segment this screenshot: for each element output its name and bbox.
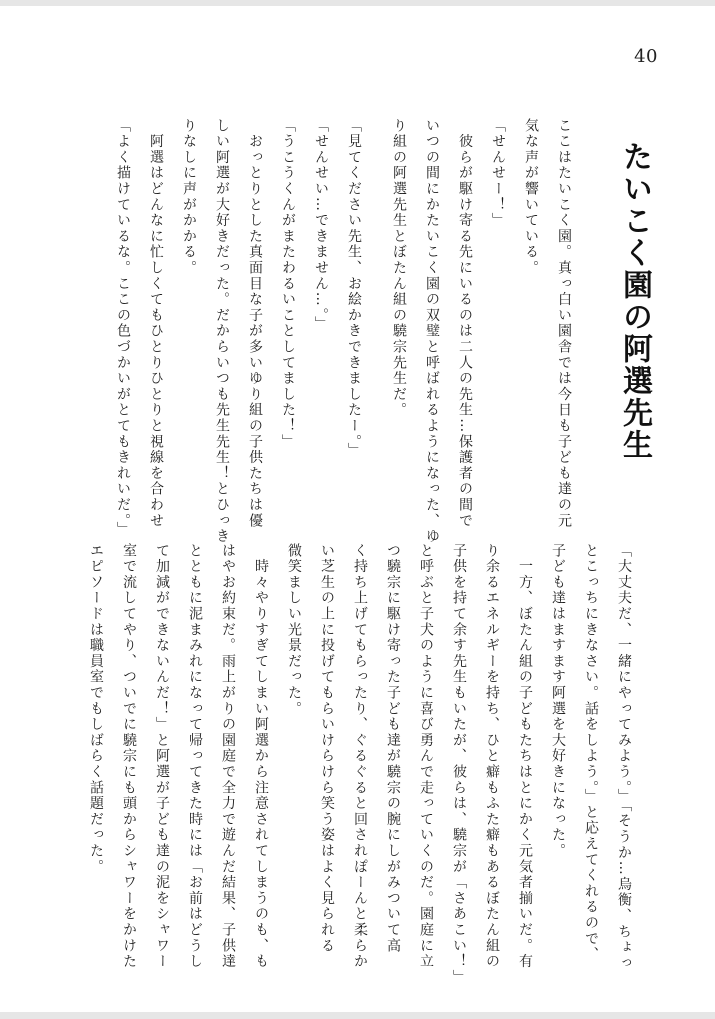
text-block-top bbox=[106, 118, 580, 545]
text-line: とともに泥まみれになって帰ってきた時には「お前はどうし bbox=[187, 543, 203, 970]
text-line: ここはたいこく園。真っ白い園舎では今日も子ども達の元 bbox=[556, 118, 572, 529]
text-line: 時々やりすぎてしまい阿選から注意されてしまうのも、も bbox=[253, 543, 269, 970]
text-line: 「見てください先生、お絵かきできましたー。」 bbox=[346, 118, 362, 459]
text-line: 「せんせい…できません…。」 bbox=[313, 118, 329, 333]
text-line: 「大丈夫だ、一緒にやってみよう。」「そうか…烏衡、ちょっ bbox=[616, 543, 632, 972]
text-line: く持ち上げてもらったり、ぐるぐると回されぽーんと柔らか bbox=[352, 543, 368, 970]
text-line: い芝生の上に投げてもらいけらけら笑う姿はよく見られる bbox=[319, 543, 335, 954]
text-line: 微笑ましい光景だった。 bbox=[286, 543, 302, 717]
text-line: 「せんせー！」 bbox=[490, 118, 506, 229]
text-line: おっとりとした真面目な子が多いゆり組の子供たちは優 bbox=[247, 118, 263, 529]
text-block-bottom bbox=[79, 543, 640, 986]
text-line: 子供を持て余す先生もいたが、彼らは、驍宗が「さあこい！」 bbox=[451, 543, 467, 986]
text-line: しい阿選が大好きだった。だからいつも先生先生！とひっき bbox=[214, 118, 230, 545]
text-line: 「うこうくんがまたわるいことしてました！」 bbox=[280, 118, 296, 450]
text-line: とこっちにきなさい。話をしよう。」と応えてくれるので、 bbox=[583, 543, 599, 963]
text-line: つ驍宗に駆け寄った子ども達が驍宗の腕にしがみついて高 bbox=[385, 543, 401, 954]
text-line: りなしに声がかかる。 bbox=[181, 118, 197, 276]
paragraph-gap bbox=[370, 118, 382, 503]
text-line: と呼ぶと子犬のように喜び勇んで走っていくのだ。園庭に立 bbox=[418, 543, 434, 970]
book-page bbox=[0, 6, 715, 1012]
text-line: 彼らが駆け寄る先にいるのは二人の先生…保護者の間で bbox=[457, 118, 473, 529]
text-line: エピソードは職員室でもしばらく話題だった。 bbox=[88, 543, 104, 875]
text-line: て加減ができないんだ！」と阿選が子ども達の泥をシャワー bbox=[154, 543, 170, 970]
text-line: り組の阿選先生とぼたん組の驍宗先生だ。 bbox=[391, 118, 407, 419]
text-line: はやお約束だ。雨上がりの園庭で全力で遊んだ結果、子供達 bbox=[220, 543, 236, 970]
text-line: 「よく描けているな。ここの色づかいがとてもきれいだ。」 bbox=[115, 118, 131, 538]
chapter-title: たいこく園の阿選先生 bbox=[617, 141, 652, 461]
text-line: 子ども達はますます阿選を大好きになった。 bbox=[550, 543, 566, 859]
text-line: 室で流してやり、ついでに驍宗にも頭からシャワーをかけた bbox=[121, 543, 137, 970]
text-line: 阿選はどんなに忙しくてもひとりひとりと視線を合わせ bbox=[148, 118, 164, 529]
text-line: 気な声が響いている。 bbox=[523, 118, 539, 276]
text-line: り余るエネルギーを持ち、ひと癖もふた癖もあるぼたん組の bbox=[484, 543, 500, 970]
text-line: 一方、ぼたん組の子どもたちはとにかく元気者揃いだ。有 bbox=[517, 543, 533, 970]
page-number: 40 bbox=[634, 46, 658, 67]
text-line: いつの間にかたいこく園の双璧と呼ばれるようになった、ゆ bbox=[424, 118, 440, 545]
